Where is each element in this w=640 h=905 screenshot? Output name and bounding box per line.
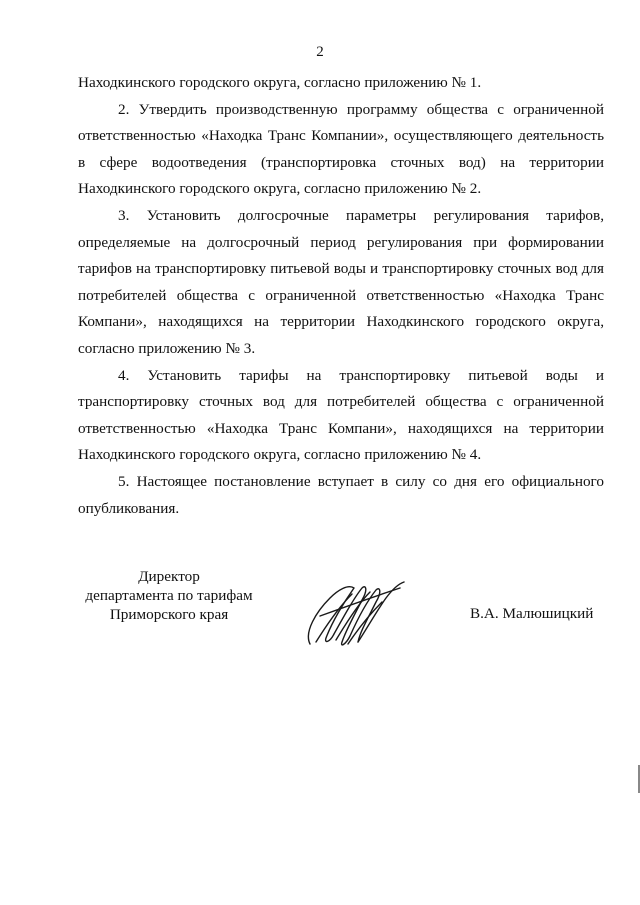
signatory-title-line: департамента по тарифам	[85, 587, 253, 604]
handwritten-signature	[296, 572, 416, 652]
paragraph-item-2: 2. Утвердить производственную программу общества с ограниченной ответственностью «Находка Транс Компании», осуществляющего деятельность в сфере водоотведения (транспортировка сточных вод) на территории Находкинского городского округа, согласно приложению № 2.	[78, 100, 604, 198]
document-body	[78, 70, 604, 522]
signatory-title-line: Приморского края	[109, 606, 229, 623]
paragraph-continuation: Находкинского городского округа, согласно приложению № 1.	[78, 74, 482, 91]
signatory-title-line: Директор	[138, 568, 200, 585]
paragraph-item-3: 3. Установить долгосрочные параметры регулирования тарифов, определяемые на долгосрочный период регулирования при формировании тарифов на транспортировку питьевой воды и транспортировку сточных вод для потребителей общества с ограниченной ответственностью «Находка Транс Компани», находящихся на территории Находкинского городского округа, согласно приложению № 3.	[78, 206, 604, 357]
page-number: 2	[316, 44, 324, 60]
paragraph-item-5: 5. Настоящее постановление вступает в силу со дня его официального опубликования.	[78, 472, 604, 517]
paragraph-item-4: 4. Установить тарифы на транспортировку питьевой воды и транспортировку сточных вод для потребителей общества с ограниченной ответственностью «Находка Транс Компани», находящихся на территории Находкинского городского округа, согласно приложению № 4.	[78, 366, 604, 464]
signer-name: В.А. Малюшицкий	[470, 605, 594, 622]
signatory-title	[64, 567, 274, 624]
